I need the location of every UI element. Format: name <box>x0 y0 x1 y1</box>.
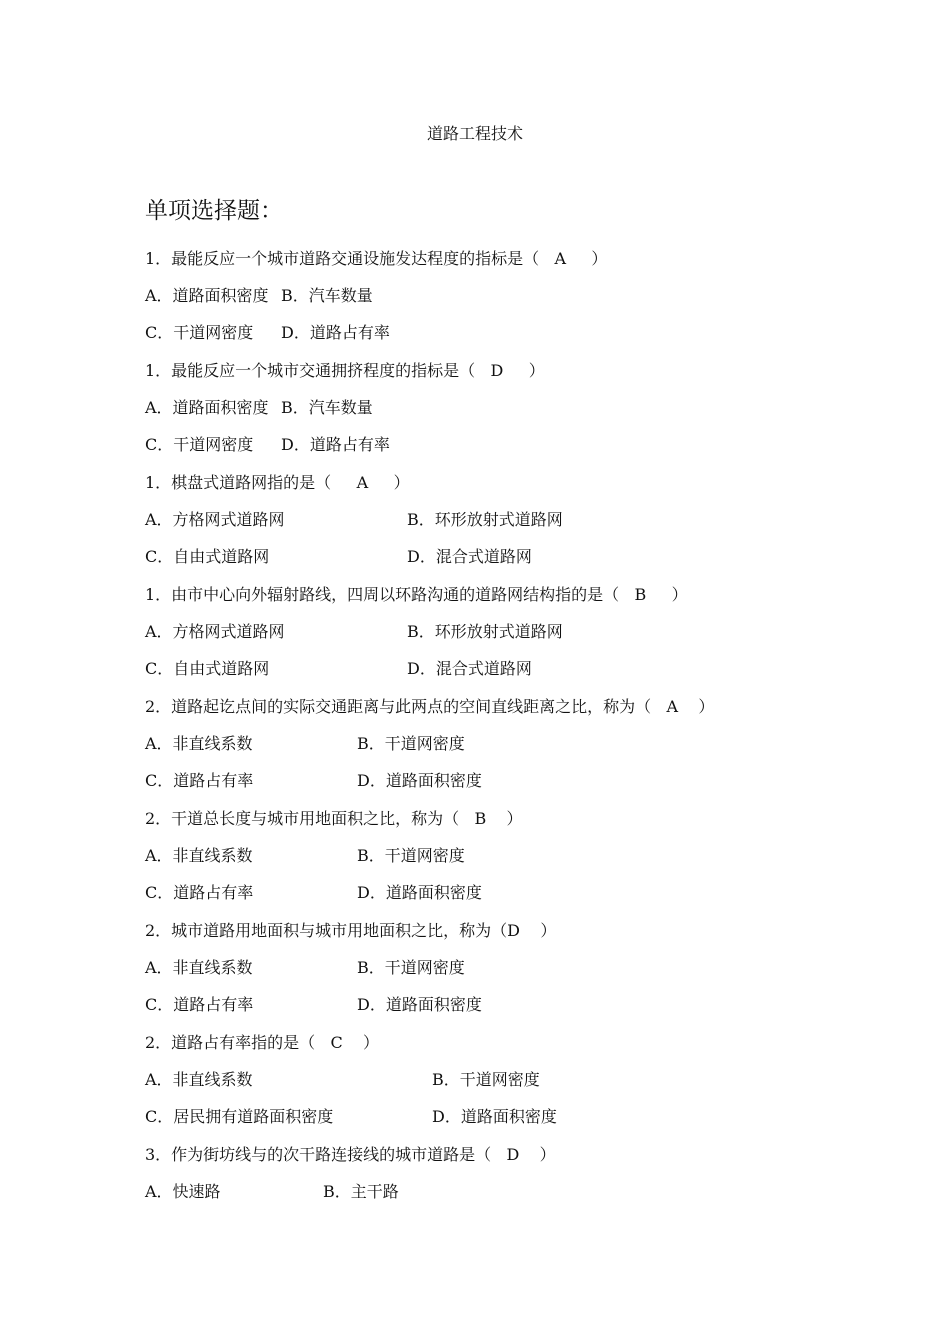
option-c: C．自由式道路网 <box>145 659 270 678</box>
option-c: C．干道网密度 <box>145 435 254 454</box>
option-b: B．干道网密度 <box>357 734 465 753</box>
option-c: C．道路占有率 <box>145 771 254 790</box>
question-stem: 1．由市中心向外辐射路线，四周以环路沟通的道路网结构指的是（ B ） <box>145 585 688 604</box>
option-d: D．道路面积密度 <box>432 1107 557 1126</box>
option-a: A．方格网式道路网 <box>145 622 285 641</box>
option-d: D．道路占有率 <box>281 323 390 342</box>
option-b: B．干道网密度 <box>432 1070 540 1089</box>
option-c: C．居民拥有道路面积密度 <box>145 1107 334 1126</box>
option-b: B．汽车数量 <box>281 286 373 305</box>
option-d: D．道路占有率 <box>281 435 390 454</box>
option-b: B．环形放射式道路网 <box>407 510 563 529</box>
question-stem: 1．最能反应一个城市道路交通设施发达程度的指标是（ A ） <box>145 249 608 268</box>
option-d: D．道路面积密度 <box>357 995 482 1014</box>
question-stem: 1．最能反应一个城市交通拥挤程度的指标是（ D ） <box>145 361 545 380</box>
option-b: B．主干路 <box>323 1182 399 1201</box>
option-d: D．混合式道路网 <box>407 659 532 678</box>
option-a: A．非直线系数 <box>145 734 253 753</box>
option-row <box>145 1181 399 1247</box>
option-b: B．干道网密度 <box>357 846 465 865</box>
question-stem: 2．道路占有率指的是（ C ） <box>145 1033 380 1052</box>
option-d: D．道路面积密度 <box>357 883 482 902</box>
question-stem: 3．作为街坊线与的次干路连接线的城市道路是（ D ） <box>145 1145 556 1164</box>
option-b: B．干道网密度 <box>357 958 465 977</box>
option-c: C．道路占有率 <box>145 995 254 1014</box>
option-c: C．干道网密度 <box>145 323 254 342</box>
option-a: A．道路面积密度 <box>145 398 269 417</box>
question-stem: 2．道路起讫点间的实际交通距离与此两点的空间直线距离之比，称为（ A ） <box>145 697 715 716</box>
option-a: A．非直线系数 <box>145 1070 253 1089</box>
option-c: C．道路占有率 <box>145 883 254 902</box>
option-a: A．非直线系数 <box>145 958 253 977</box>
question-stem: 2．干道总长度与城市用地面积之比，称为（ B ） <box>145 809 523 828</box>
option-a: A．道路面积密度 <box>145 286 269 305</box>
option-a: A．快速路 <box>145 1182 221 1201</box>
option-c: C．自由式道路网 <box>145 547 270 566</box>
option-d: D．道路面积密度 <box>357 771 482 790</box>
section-heading: 单项选择题： <box>145 198 283 224</box>
option-a: A．方格网式道路网 <box>145 510 285 529</box>
question-stem: 2．城市道路用地面积与城市用地面积之比，称为（D ） <box>145 921 557 940</box>
document-title: 道路工程技术 <box>426 124 523 143</box>
option-b: B．汽车数量 <box>281 398 373 417</box>
option-b: B．环形放射式道路网 <box>407 622 563 641</box>
option-a: A．非直线系数 <box>145 846 253 865</box>
question-stem: 1．棋盘式道路网指的是（ A ） <box>145 473 410 492</box>
option-d: D．混合式道路网 <box>407 547 532 566</box>
